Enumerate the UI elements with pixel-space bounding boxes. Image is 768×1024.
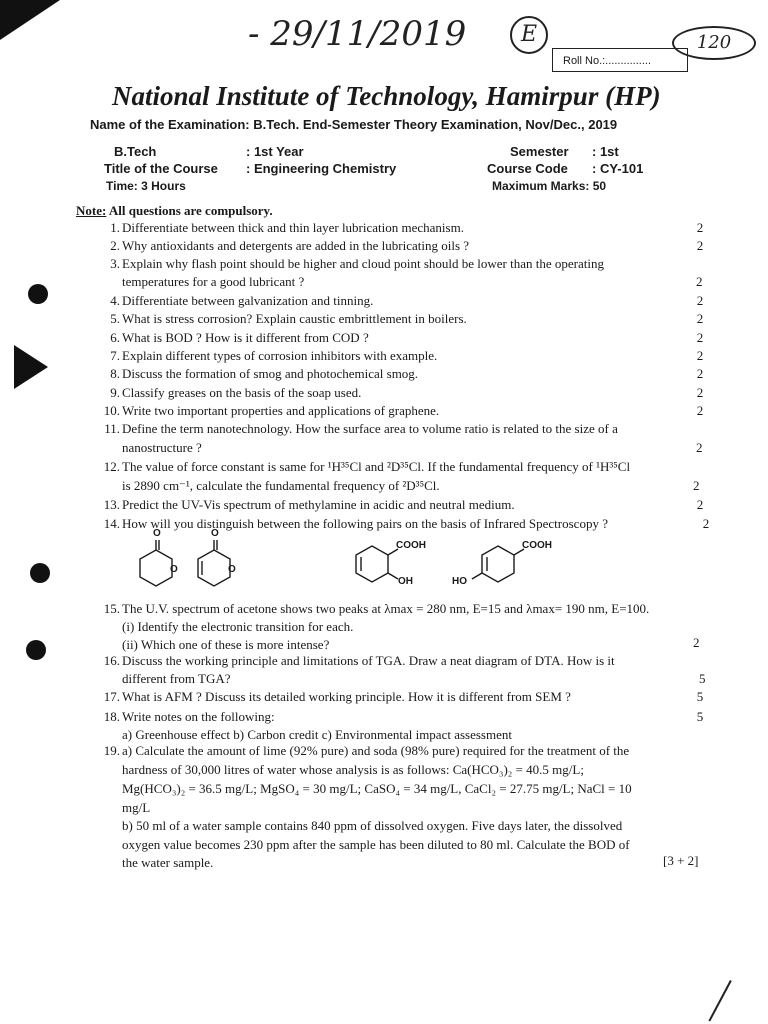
corner-artifact (0, 0, 60, 40)
course-code-label: Course Code (487, 161, 568, 176)
question-19-part-b-line-1: b) 50 ml of a water sample contains 840 ppm of dissolved oxygen. Five days later, the dissolved (122, 818, 623, 833)
question-text: Predict the UV-Vis spectrum of methylamine in acidic and neutral medium. (122, 497, 515, 512)
handwritten-date: - 29/11/2019 (248, 14, 467, 54)
question-13 (0, 496, 768, 514)
question-15-part-i: (i) Identify the electronic transition for each. (122, 619, 354, 634)
question-text: Define the term nanotechnology. How the surface area to volume ratio is related to the size of a (122, 421, 618, 436)
question-text: Write two important properties and applications of graphene. (122, 403, 440, 418)
question-number: 14. (103, 516, 120, 531)
question-9 (0, 384, 768, 402)
question-text: The value of force constant is same for ¹H³⁵Cl and ²D³⁵Cl. If the fundamental frequency of ¹H³⁵Cl (122, 459, 631, 474)
question-marks: 2 (696, 220, 704, 235)
question-text: Explain why flash point should be higher and cloud point should be lower than the operating (122, 256, 604, 271)
question-12 (0, 458, 768, 476)
question-text: How will you distinguish between the following pairs on the basis of Infrared Spectroscopy ? (122, 516, 608, 531)
question-19-part-b-line-3: the water sample. (122, 855, 214, 870)
question-5 (0, 310, 768, 328)
institute-title: National Institute of Technology, Hamirpur (HP) (112, 81, 661, 111)
note-label: Note: (76, 203, 107, 218)
question-number: 11. (104, 421, 120, 436)
question-text: Why antioxidants and detergents are added in the lubricating oils ? (122, 238, 470, 253)
struct-label-o1: O (153, 528, 161, 539)
question-marks: 2 (696, 238, 704, 253)
question-8 (0, 365, 768, 383)
question-marks: 2 (696, 403, 704, 418)
circle-letter: E (520, 22, 538, 47)
question-19-line-3: Mg(HCO₃)₂ = 36.5 mg/L; MgSO₄ = 30 mg/L; CaSO₄ = 34 mg/L, CaCl₂ = 27.75 mg/L; NaCl = 10 (122, 781, 632, 796)
question-number: 6. (110, 330, 120, 345)
exam-time: Time: 3 Hours (106, 179, 186, 193)
question-10 (0, 402, 768, 420)
question-text: Differentiate between galvanization and tinning. (122, 293, 374, 308)
question-19 (0, 742, 768, 760)
struct-label-ho2: HO (452, 576, 467, 587)
question-number: 4. (110, 293, 120, 308)
question-3-marks: 2 (696, 274, 703, 289)
question-marks: 2 (696, 366, 704, 381)
year: : 1st Year (246, 144, 304, 159)
program: B.Tech (114, 144, 157, 159)
question-marks: 2 (696, 293, 704, 308)
question-19-line-2: hardness of 30,000 litres of water whose analysis is as follows: Ca(HCO₃)₂ = 40.5 mg/L; (122, 762, 584, 777)
question-3-continued: temperatures for a good lubricant ? (122, 274, 305, 289)
question-text: Write notes on the following: (122, 709, 275, 724)
struct-label-cooh1: COOH (396, 540, 426, 551)
question-16 (0, 652, 768, 670)
question-18-options: a) Greenhouse effect b) Carbon credit c) Environmental impact assessment (122, 727, 512, 742)
question-number: 1. (110, 220, 120, 235)
question-text: Discuss the formation of smog and photochemical smog. (122, 366, 419, 381)
question-number: 3. (110, 256, 120, 271)
question-marks: 2 (696, 330, 704, 345)
structure-salicylic-acid (350, 540, 460, 592)
question-number: 10. (103, 403, 120, 418)
question-15-part-ii: (ii) Which one of these is more intense? (122, 637, 330, 652)
question-text: Discuss the working principle and limitations of TGA. Draw a neat diagram of DTA. How is it (122, 653, 615, 668)
roll-number-box (552, 48, 688, 72)
semester-label: Semester (510, 144, 569, 159)
course-title-label: Title of the Course (104, 161, 218, 176)
exam-name: Name of the Examination: B.Tech. End-Semester Theory Examination, Nov/Dec., 2019 (90, 117, 618, 132)
course-code: : CY-101 (592, 161, 644, 176)
question-marks: 2 (696, 497, 704, 512)
question-11 (0, 420, 768, 438)
question-3 (0, 255, 768, 273)
question-11-continued: nanostructure ? (122, 440, 202, 455)
question-number: 19. (103, 743, 120, 758)
course-title: : Engineering Chemistry (246, 161, 397, 176)
question-19-marks: [3 + 2] (663, 853, 699, 868)
struct-label-o3: O (211, 528, 219, 539)
question-number: 9. (110, 385, 120, 400)
marks-circle-value: 120 (696, 32, 732, 53)
question-16-marks: 5 (699, 671, 706, 686)
question-1 (0, 219, 768, 237)
maximum-marks: Maximum Marks: 50 (492, 179, 607, 193)
question-number: 18. (103, 709, 120, 724)
question-15 (0, 600, 768, 618)
handwritten-circle-letter (510, 16, 548, 54)
question-6 (0, 329, 768, 347)
question-number: 17. (103, 689, 120, 704)
question-number: 7. (110, 348, 120, 363)
question-text: Differentiate between thick and thin layer lubrication mechanism. (122, 220, 464, 235)
question-text: The U.V. spectrum of acetone shows two peaks at λmax = 280 nm, E=15 and λmax= 190 nm, E=100. (122, 601, 650, 616)
question-text: Classify greases on the basis of the soap used. (122, 385, 362, 400)
question-17 (0, 688, 768, 706)
question-12-marks: 2 (693, 478, 700, 493)
question-7 (0, 347, 768, 365)
diketone-structures (126, 536, 266, 592)
struct-label-o4: O (228, 564, 236, 575)
question-marks: 2 (696, 311, 704, 326)
question-number: 8. (110, 366, 120, 381)
question-number: 16. (103, 653, 120, 668)
question-text: What is AFM ? Discuss its detailed working principle. How it is different from SEM ? (122, 689, 571, 704)
question-number: 2. (110, 238, 120, 253)
note (76, 202, 273, 220)
question-11-marks: 2 (696, 440, 703, 455)
question-15-marks: 2 (693, 635, 700, 650)
question-18 (0, 708, 768, 726)
question-marks: 5 (696, 709, 704, 724)
structure-para-hydroxybenzoic-acid (448, 540, 568, 592)
question-19-line-4: mg/L (122, 800, 151, 815)
punch-hole-2 (30, 563, 50, 583)
question-number: 15. (103, 601, 120, 616)
question-marks: 2 (696, 385, 704, 400)
question-number: 13. (103, 497, 120, 512)
question-number: 12. (103, 459, 120, 474)
roll-number-label: Roll No.:............... (563, 55, 652, 67)
question-4 (0, 292, 768, 310)
note-text: All questions are compulsory. (108, 203, 273, 218)
question-19-part-b-line-2: oxygen value becomes 230 ppm after the sample has been diluted to 80 ml. Calculate the BOD of (122, 837, 630, 852)
question-number: 5. (110, 311, 120, 326)
struct-label-o2: O (170, 564, 178, 575)
question-text: a) Calculate the amount of lime (92% pure) and soda (98% pure) required for the treatment of the (122, 743, 630, 758)
question-16-continued: different from TGA? (122, 671, 231, 686)
question-text: What is BOD ? How is it different from COD ? (122, 330, 369, 345)
scan-edge-line (708, 980, 731, 1022)
struct-label-oh1: OH (398, 576, 413, 587)
question-marks: 2 (696, 348, 704, 363)
semester: : 1st (592, 144, 619, 159)
struct-label-cooh2: COOH (522, 540, 552, 551)
question-marks: 2 (702, 516, 710, 531)
question-2 (0, 237, 768, 255)
question-14 (0, 515, 768, 533)
question-12-continued: is 2890 cm⁻¹, calculate the fundamental frequency of ²D³⁵Cl. (122, 478, 440, 493)
question-marks: 5 (696, 689, 704, 704)
structure-cyclohexane-dione-pair (126, 528, 266, 592)
question-text: What is stress corrosion? Explain caustic embrittlement in boilers. (122, 311, 467, 326)
question-text: Explain different types of corrosion inhibitors with example. (122, 348, 438, 363)
